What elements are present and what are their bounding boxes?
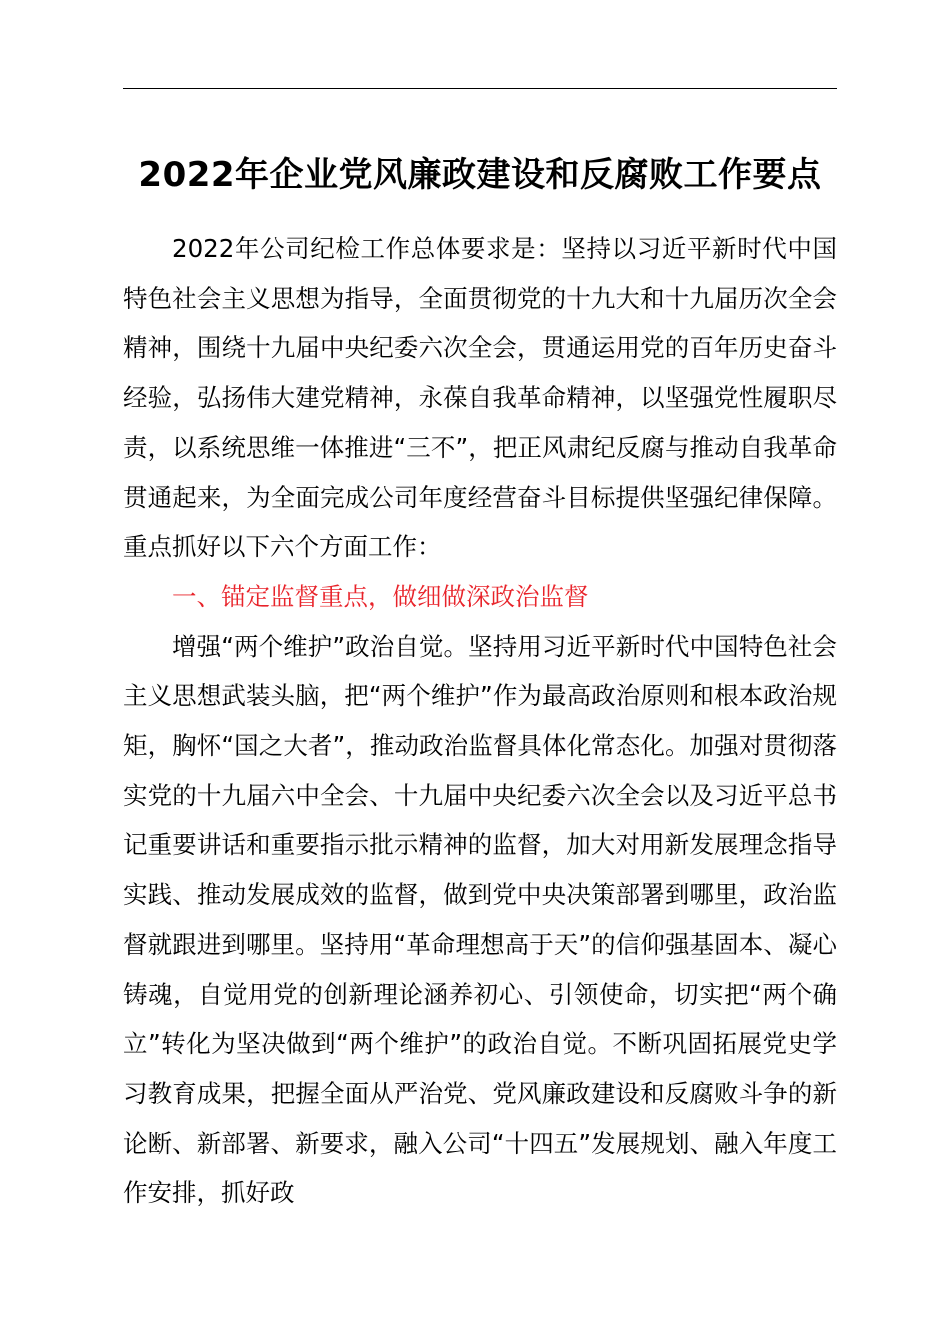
- section-heading-1: 一、锚定监督重点，做细做深政治监督: [172, 581, 589, 611]
- document-body: [123, 224, 837, 1218]
- intro-paragraph: 2022年公司纪检工作总体要求是：坚持以习近平新时代中国特色社会主义思想为指导，全面贯彻党的十九大和十九届历次全会精神，围绕十九届中央纪委六次全会，贯通运用党的百年历史奋斗经验，弘扬伟大建党精神，永葆自我革命精神，以坚强党性履职尽责，以系统思维一体推进“三不”，把正风肃纪反腐与推动自我革命贯通起来，为全面完成公司年度经营奋斗目标提供坚强纪律保障。重点抓好以下六个方面工作：: [123, 234, 837, 562]
- document-title: 2022年企业党风廉政建设和反腐败工作要点: [138, 155, 822, 195]
- header-rule: [123, 88, 837, 89]
- section-1-paragraph: 增强“两个维护”政治自觉。坚持用习近平新时代中国特色社会主义思想武装头脑，把“两个维护”作为最高政治原则和根本政治规矩，胸怀“国之大者”，推动政治监督具体化常态化。加强对贯彻落实党的十九届六中全会、十九届中央纪委六次全会以及习近平总书记重要讲话和重要指示批示精神的监督，加大对用新发展理念指导实践、推动发展成效的监督，做到党中央决策部署到哪里，政治监督就跟进到哪里。坚持用“革命理想高于天”的信仰强基固本、凝心铸魂，自觉用党的创新理论涵养初心、引领使命，切实把“两个确立”转化为坚决做到“两个维护”的政治自觉。不断巩固拓展党史学习教育成果，把握全面从严治党、党风廉政建设和反腐败斗争的新论断、新部署、新要求，融入公司“十四五”发展规划、融入年度工作安排，抓好政: [123, 631, 837, 1208]
